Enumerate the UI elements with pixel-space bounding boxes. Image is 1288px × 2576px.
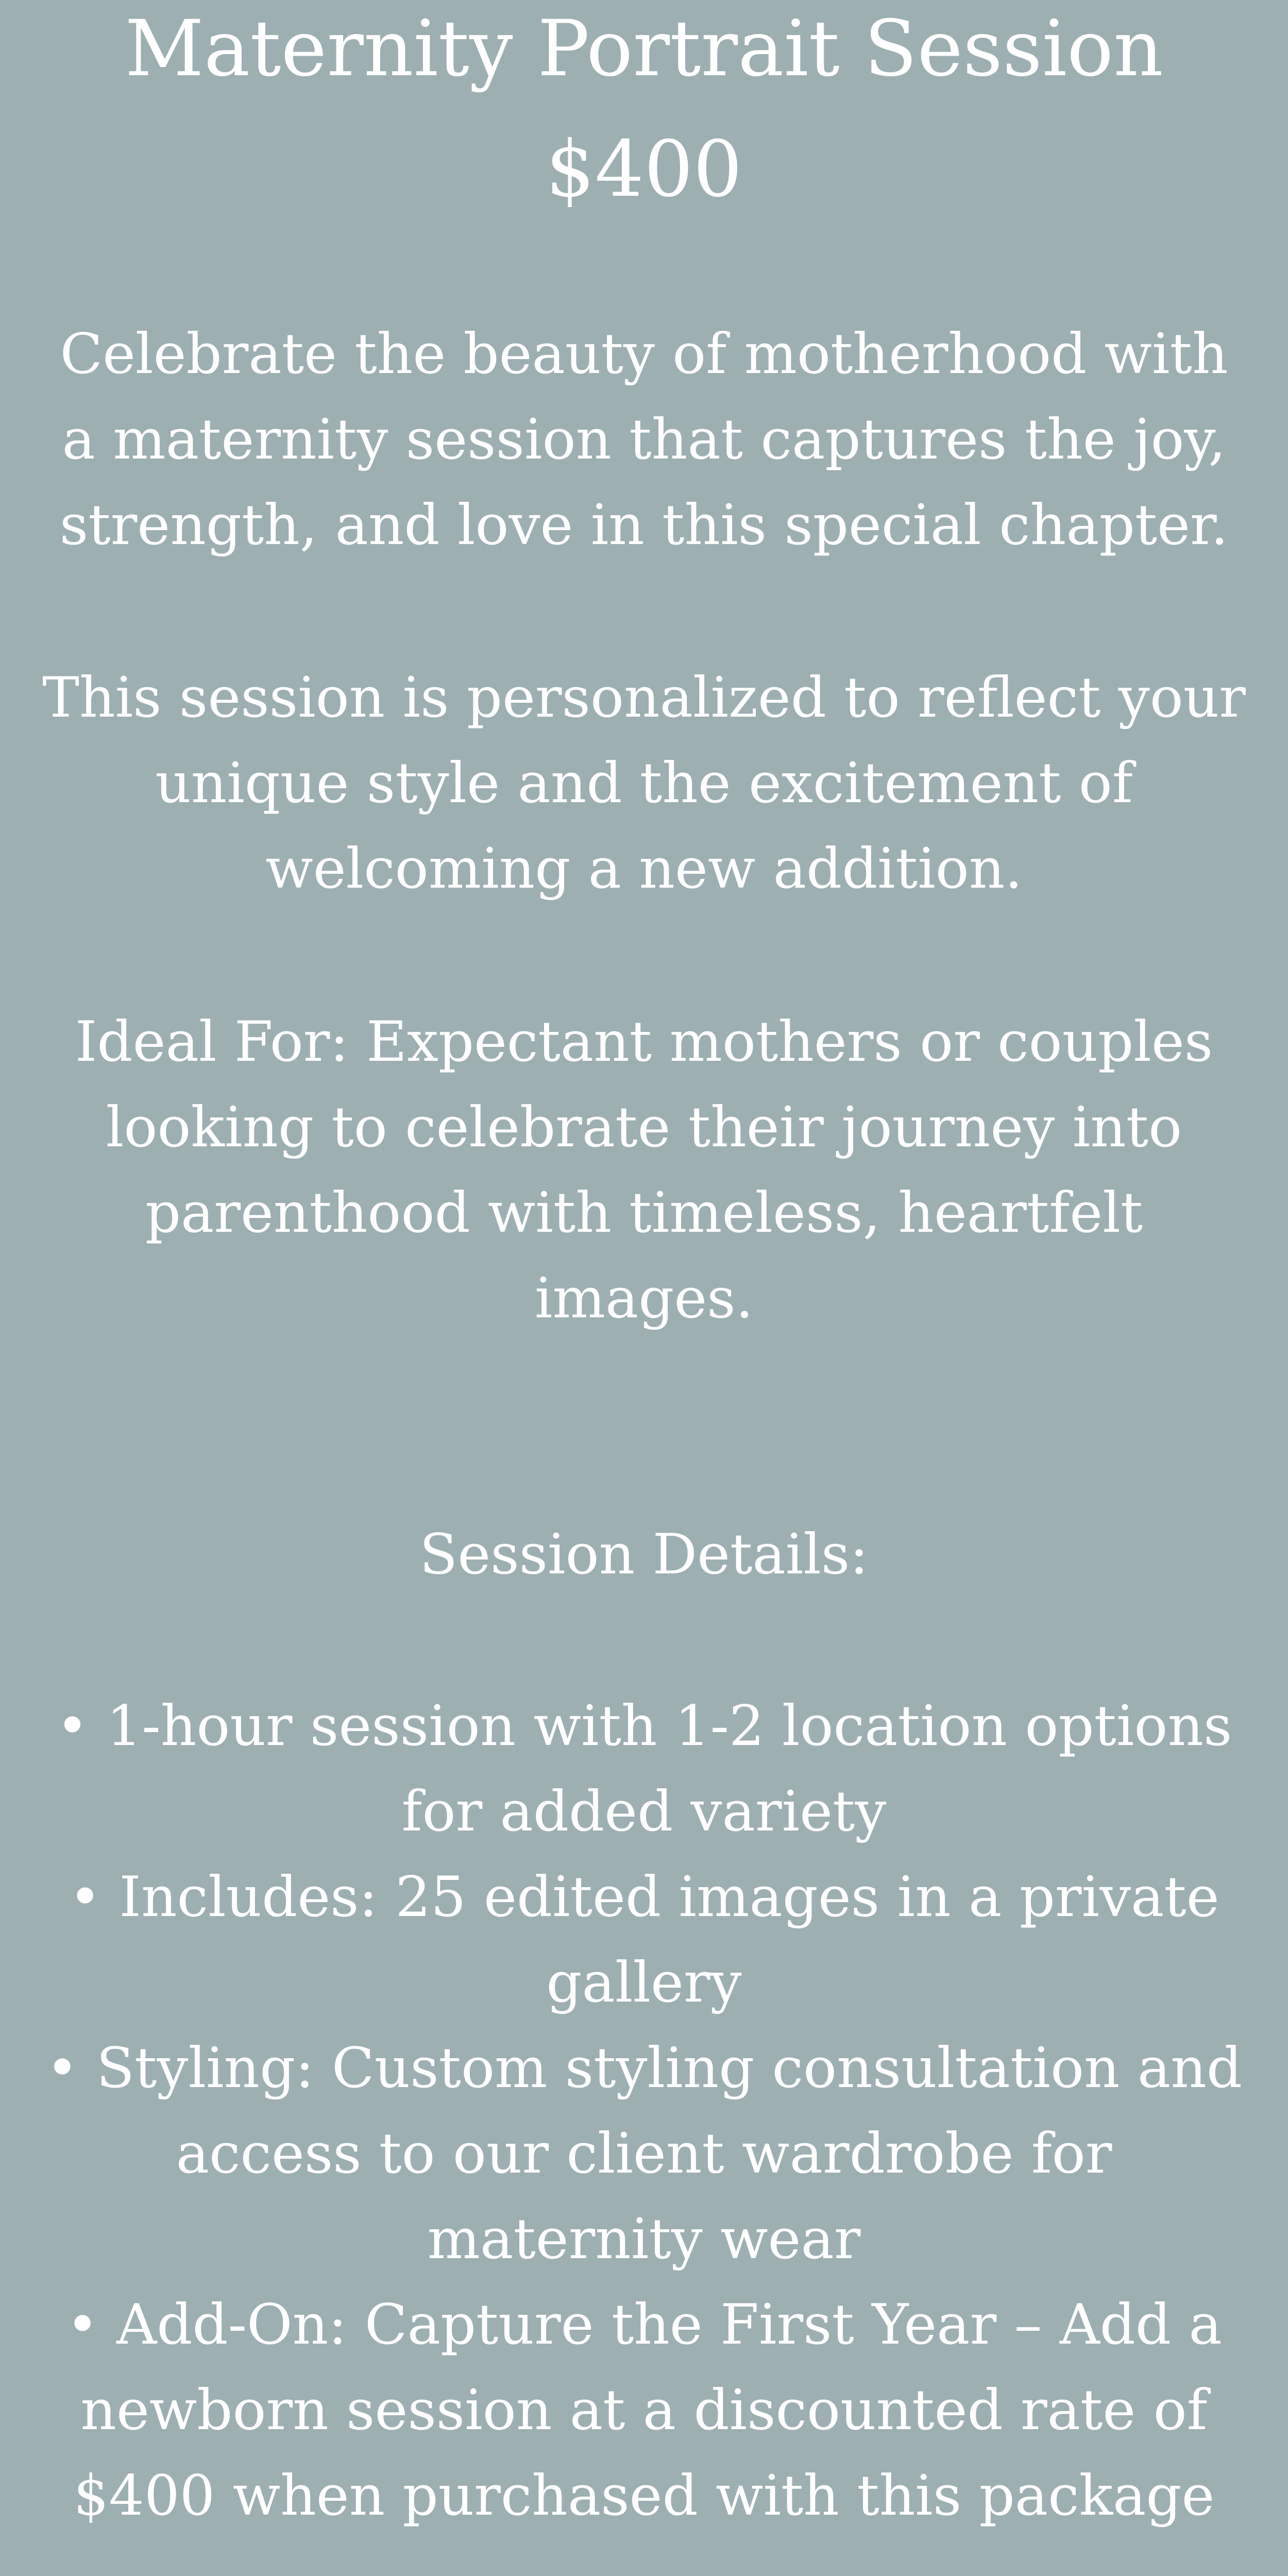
bullet-styling-line-1: • Styling: Custom styling consultation and (46, 2036, 1242, 2100)
bullet-includes-line-2: gallery (546, 1951, 742, 2015)
price-line: $400 (546, 125, 742, 214)
page-title (0, 0, 1288, 230)
personalized-line-1: This session is personalized to reflect your (42, 666, 1246, 730)
bullet-includes-line-1: • Includes: 25 edited images in a private (69, 1865, 1219, 1929)
ideal-for-line-3: parenthood with timeless, heartfelt (145, 1181, 1143, 1245)
personalized-line-2: unique style and the excitement of (155, 751, 1133, 816)
title-line: Maternity Portrait Session (125, 4, 1163, 94)
bullet-session-length-line-1: • 1-hour session with 1-2 location options (56, 1694, 1232, 1758)
personalized-paragraph (0, 655, 1288, 912)
intro-paragraph (0, 312, 1288, 568)
bullet-styling-line-2: access to our client wardrobe for (176, 2122, 1112, 2186)
session-details-heading-text: Session Details: (419, 1522, 869, 1587)
bullet-session-length-line-2: for added variety (401, 1780, 887, 1844)
bullet-add-on-line-3: $400 when purchased with this package (73, 2464, 1215, 2528)
intro-line-2: a maternity session that captures the joy, (62, 408, 1226, 472)
ideal-for-line-4: images. (534, 1266, 754, 1331)
ideal-for-line-1: Ideal For: Expectant mothers or couples (75, 1010, 1213, 1074)
intro-line-3: strength, and love in this special chapter. (59, 493, 1229, 557)
bullet-add-on-line-1: • Add-On: Capture the First Year – Add a (66, 2293, 1222, 2357)
session-details-heading (0, 1512, 1288, 1598)
ideal-for-line-2: looking to celebrate their journey into (106, 1095, 1182, 1160)
personalized-line-3: welcoming a new addition. (265, 837, 1023, 901)
ideal-for-paragraph (0, 999, 1288, 1342)
bullet-add-on-line-2: newborn session at a discounted rate of (80, 2378, 1208, 2443)
intro-line-1: Celebrate the beauty of motherhood with (60, 322, 1228, 386)
bullet-styling-line-3: maternity wear (427, 2207, 861, 2272)
session-details-list (0, 1684, 1288, 2539)
